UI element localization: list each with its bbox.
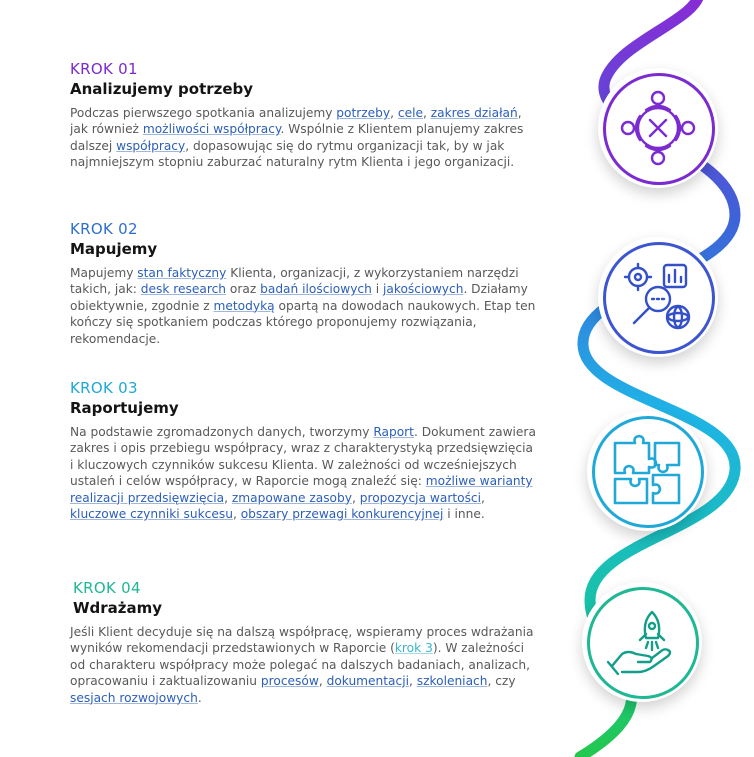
body-text: opartą na dowodach naukowych. Etap ten kończy się spotkaniem podczas którego proponujemy rozwiązania, rekomendacje. [70,298,536,346]
step-title: Mapujemy [70,240,158,258]
step-description [70,105,540,171]
body-text: . Wspólnie z Klientem planujemy zakres dalszej [70,122,524,153]
highlighted-link[interactable]: współpracy [116,138,186,153]
step-description [70,265,540,347]
step-description [70,624,543,706]
body-text: ). W zależności od charakteru współpracy może polegać na dalszych badaniach, analizach, opracowaniu i zaktualizowaniu [70,641,530,689]
people-circle-icon [598,68,718,188]
highlighted-link[interactable]: potrzeby [336,106,391,120]
step-number: KROK 04 [73,579,141,597]
body-text: Mapujemy [70,266,138,280]
highlighted-link[interactable]: szkoleniach [416,674,488,689]
highlighted-link[interactable]: stan faktyczny [137,266,227,280]
highlighted-link[interactable]: desk research [140,282,227,297]
step-title: Raportujemy [70,399,179,417]
body-text: , dopasowując się do rytmu organizacji tak, by w jak najmniejszym stopniu zaburzać naturalny rytm Klienta i jego organizacji. [70,138,515,170]
puzzle-icon [587,411,707,531]
step-title: Wdrażamy [73,599,163,617]
body-text: . [197,690,202,705]
step-3-icon-badge [587,411,707,531]
body-text: , [224,490,232,505]
highlighted-link[interactable]: zmapowane zasoby [231,490,352,505]
body-text: Jeśli Klient decyduje się na dalszą współpracę, wspieramy proces wdrażania wyników rekomendacji przedstawionych w Raporcie ( [70,625,534,656]
research-analytics-icon [598,237,718,357]
body-text: . Dokument zawiera zakres i opis przebiegu współpracy, wraz z charakterystyką przedsięwzięcia i kluczowych czynników sukcesu Klienta. W zależności od wcześniejszych ustaleń i celów współpracy, w Raporcie mogą znaleźć się: [70,425,536,489]
step-number: KROK 03 [70,379,138,397]
step-description [70,424,540,522]
highlighted-link[interactable]: badań ilościowych [260,282,372,297]
step-1-icon-badge [598,68,718,188]
step-4 [70,579,543,706]
step-3 [70,379,540,522]
step-2-icon-badge [598,237,718,357]
step-title: Analizujemy potrzeby [70,80,254,98]
highlighted-link[interactable]: możliwe warianty realizacji przedsięwzięcia [70,474,533,505]
body-text: Klienta, organizacji, z wykorzystaniem narzędzi takich, jak: [70,266,519,297]
body-text: , jak również [70,106,522,137]
hand-rocket-icon [582,582,702,702]
body-text: , czy [487,674,516,689]
body-text: , [351,490,360,505]
highlighted-link[interactable]: możliwości współpracy [142,122,281,137]
highlighted-link[interactable]: kluczowe czynniki sukcesu [70,507,233,522]
highlighted-link[interactable]: propozycja wartości [359,490,482,505]
step-number: KROK 01 [70,60,138,78]
body-text: , [390,106,398,120]
body-text: i inne. [443,507,485,522]
highlighted-link[interactable]: zakres działań [430,106,518,120]
highlighted-link[interactable]: sesjach rozwojowych [70,690,198,705]
body-text: . Działamy obiektywnie, zgodnie z [70,282,528,313]
highlighted-link[interactable]: metodyką [213,298,275,313]
body-text: , [318,674,327,689]
body-text: , [409,674,417,689]
highlighted-link[interactable]: obszary przewagi konkurencyjnej [240,507,444,522]
step-reference-link[interactable]: krok 3 [394,641,433,656]
highlighted-link[interactable]: cele [397,106,423,120]
body-text: , [232,507,241,522]
step-2 [70,220,540,347]
step-4-icon-badge [582,582,702,702]
highlighted-link[interactable]: dokumentacji [326,674,409,689]
step-1 [70,60,540,171]
step-number: KROK 02 [70,220,138,238]
body-text: Podczas pierwszego spotkania analizujemy [70,106,337,120]
body-text: oraz [226,282,261,297]
highlighted-link[interactable]: procesów [260,674,319,689]
body-text: Na podstawie zgromadzonych danych, tworzymy [70,425,374,439]
highlighted-link[interactable]: Raport [373,425,414,439]
body-text: , [481,490,485,505]
body-text: i [371,282,383,297]
body-text: , [422,106,431,120]
highlighted-link[interactable]: jakościowych [383,282,464,297]
